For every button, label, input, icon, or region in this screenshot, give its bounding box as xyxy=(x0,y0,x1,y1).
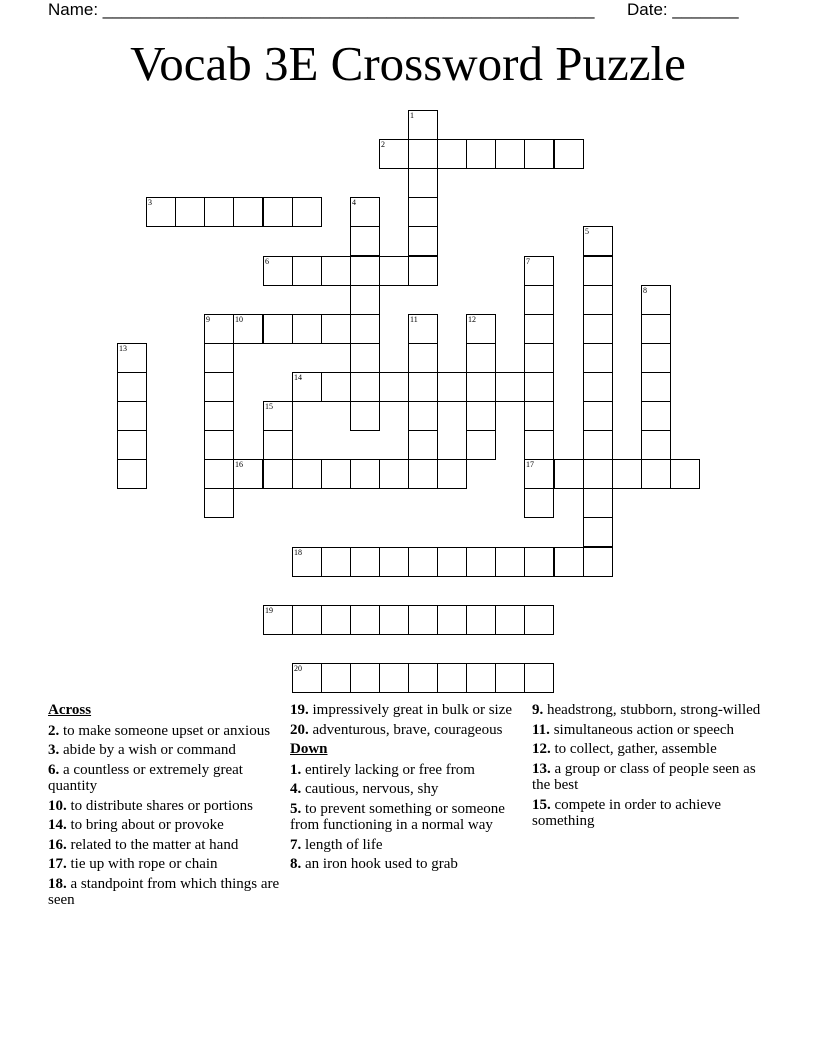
grid-cell[interactable] xyxy=(379,547,409,577)
grid-cell[interactable] xyxy=(583,285,613,315)
grid-cell[interactable] xyxy=(466,372,496,402)
grid-cell[interactable] xyxy=(612,459,642,489)
clues-column-2 xyxy=(290,702,526,876)
grid-cell[interactable] xyxy=(437,459,467,489)
grid-cell[interactable] xyxy=(408,430,438,460)
across-heading: Across xyxy=(48,702,92,718)
clue-number: 11. xyxy=(532,721,550,738)
clue-text: headstrong, stubborn, strong-willed xyxy=(543,702,761,718)
clue-text: entirely lacking or free from xyxy=(301,761,475,778)
grid-cell[interactable] xyxy=(350,605,380,635)
grid-cell[interactable] xyxy=(670,459,700,489)
cell-number: 7 xyxy=(526,257,530,266)
grid-cell[interactable] xyxy=(204,401,234,431)
grid-cell[interactable] xyxy=(583,517,613,547)
grid-cell[interactable] xyxy=(641,285,671,315)
grid-cell[interactable] xyxy=(350,314,380,344)
grid-cell[interactable] xyxy=(524,285,554,315)
grid-cell[interactable] xyxy=(495,547,525,577)
clue-text: simultaneous action or speech xyxy=(549,721,735,738)
grid-cell[interactable] xyxy=(583,314,613,344)
grid-cell[interactable] xyxy=(292,547,322,577)
clue-text: to make someone upset or anxious xyxy=(59,722,271,739)
grid-cell[interactable] xyxy=(641,314,671,344)
clue-item xyxy=(290,762,526,779)
grid-cell[interactable] xyxy=(117,372,147,402)
name-field-label: Name: ____________________________________________________ xyxy=(48,0,595,19)
grid-cell[interactable] xyxy=(263,256,293,286)
clues-column-3 xyxy=(532,702,768,833)
grid-cell[interactable] xyxy=(437,663,467,693)
clue-text: length of life xyxy=(301,836,383,853)
grid-cell[interactable] xyxy=(117,430,147,460)
grid-cell[interactable] xyxy=(641,343,671,373)
clue-text: an iron hook used to grab xyxy=(301,856,458,872)
grid-cell[interactable] xyxy=(263,459,293,489)
grid-cell[interactable] xyxy=(466,401,496,431)
grid-cell[interactable] xyxy=(321,314,351,344)
clue-number: 3. xyxy=(48,742,60,758)
grid-cell[interactable] xyxy=(524,547,554,577)
grid-cell[interactable] xyxy=(146,197,176,227)
grid-cell[interactable] xyxy=(524,139,554,169)
grid-cell[interactable] xyxy=(350,285,380,315)
clue-item xyxy=(290,722,526,739)
clue-item xyxy=(48,798,284,815)
cell-number: 2 xyxy=(381,140,385,149)
grid-cell[interactable] xyxy=(524,459,554,489)
grid-cell[interactable] xyxy=(408,459,438,489)
grid-cell[interactable] xyxy=(524,314,554,344)
grid-cell[interactable] xyxy=(408,314,438,344)
grid-cell[interactable] xyxy=(117,459,147,489)
grid-cell[interactable] xyxy=(204,343,234,373)
grid-cell[interactable] xyxy=(524,430,554,460)
grid-cell[interactable] xyxy=(263,430,293,460)
clue-number: 10. xyxy=(48,797,67,814)
cell-number: 20 xyxy=(294,664,302,673)
grid-cell[interactable] xyxy=(408,372,438,402)
clue-text: to bring about or provoke xyxy=(66,817,224,833)
grid-cell[interactable] xyxy=(204,197,234,227)
grid-cell[interactable] xyxy=(583,459,613,489)
clue-number: 16. xyxy=(48,836,67,853)
grid-cell[interactable] xyxy=(583,401,613,431)
grid-cell[interactable] xyxy=(263,197,293,227)
grid-cell[interactable] xyxy=(292,256,322,286)
clue-number: 12. xyxy=(532,741,551,757)
cell-number: 5 xyxy=(585,227,589,236)
grid-cell[interactable] xyxy=(524,488,554,518)
grid-cell[interactable] xyxy=(466,314,496,344)
clue-number: 17. xyxy=(48,856,67,872)
grid-cell[interactable] xyxy=(466,663,496,693)
grid-cell[interactable] xyxy=(350,459,380,489)
clue-item xyxy=(48,817,284,834)
grid-cell[interactable] xyxy=(379,256,409,286)
grid-cell[interactable] xyxy=(263,605,293,635)
grid-cell[interactable] xyxy=(175,197,205,227)
grid-cell[interactable] xyxy=(408,663,438,693)
clue-text: tie up with rope or chain xyxy=(66,856,218,872)
grid-cell[interactable] xyxy=(524,401,554,431)
grid-cell[interactable] xyxy=(350,197,380,227)
grid-cell[interactable] xyxy=(292,372,322,402)
grid-cell[interactable] xyxy=(350,401,380,431)
clue-text: to prevent something or someone from functioning in a normal way xyxy=(290,800,505,833)
grid-cell[interactable] xyxy=(408,605,438,635)
clue-item xyxy=(290,801,526,834)
grid-cell[interactable] xyxy=(408,168,438,198)
grid-cell[interactable] xyxy=(583,372,613,402)
grid-cell[interactable] xyxy=(292,605,322,635)
grid-cell[interactable] xyxy=(466,547,496,577)
grid-cell[interactable] xyxy=(641,430,671,460)
clue-item xyxy=(48,876,284,909)
page-title: Vocab 3E Crossword Puzzle xyxy=(130,36,686,91)
grid-cell[interactable] xyxy=(350,343,380,373)
grid-cell[interactable] xyxy=(524,605,554,635)
clue-item xyxy=(48,856,284,873)
clue-number: 4. xyxy=(290,781,302,797)
grid-cell[interactable] xyxy=(524,663,554,693)
grid-cell[interactable] xyxy=(350,226,380,256)
grid-cell[interactable] xyxy=(379,605,409,635)
clue-number: 18. xyxy=(48,875,67,892)
grid-cell[interactable] xyxy=(117,343,147,373)
grid-cell[interactable] xyxy=(204,459,234,489)
grid-cell[interactable] xyxy=(233,197,263,227)
clue-number: 9. xyxy=(532,702,544,718)
clue-number: 8. xyxy=(290,856,302,872)
grid-cell[interactable] xyxy=(437,547,467,577)
cell-number: 17 xyxy=(526,460,534,469)
grid-cell[interactable] xyxy=(408,343,438,373)
clue-text: adventurous, brave, courageous xyxy=(308,721,503,738)
grid-cell[interactable] xyxy=(641,372,671,402)
grid-cell[interactable] xyxy=(204,430,234,460)
grid-cell[interactable] xyxy=(437,605,467,635)
grid-cell[interactable] xyxy=(408,226,438,256)
date-field-label: Date: _______ xyxy=(627,0,739,19)
grid-cell[interactable] xyxy=(554,547,584,577)
clue-number: 19. xyxy=(290,702,309,718)
grid-cell[interactable] xyxy=(583,226,613,256)
cell-number: 4 xyxy=(352,198,356,207)
grid-cell[interactable] xyxy=(554,139,584,169)
grid-cell[interactable] xyxy=(379,372,409,402)
clue-number: 1. xyxy=(290,761,302,778)
grid-cell[interactable] xyxy=(524,372,554,402)
grid-cell[interactable] xyxy=(350,663,380,693)
clue-text: related to the matter at hand xyxy=(66,836,239,853)
clue-item xyxy=(48,723,284,740)
clue-text: compete in order to achieve something xyxy=(532,796,722,829)
grid-cell[interactable] xyxy=(408,139,438,169)
grid-cell[interactable] xyxy=(583,256,613,286)
grid-cell[interactable] xyxy=(466,605,496,635)
grid-cell[interactable] xyxy=(437,372,467,402)
grid-cell[interactable] xyxy=(204,372,234,402)
clue-number: 14. xyxy=(48,817,67,833)
clue-item xyxy=(532,741,768,758)
grid-cell[interactable] xyxy=(495,605,525,635)
cell-number: 12 xyxy=(468,315,476,324)
clues-column-1 xyxy=(48,702,284,912)
grid-cell[interactable] xyxy=(495,663,525,693)
grid-cell[interactable] xyxy=(437,139,467,169)
clue-number: 13. xyxy=(532,760,551,777)
clue-text: to distribute shares or portions xyxy=(66,797,253,814)
grid-cell[interactable] xyxy=(583,488,613,518)
clue-number: 7. xyxy=(290,836,302,853)
clue-item xyxy=(290,702,526,719)
cell-number: 15 xyxy=(265,402,273,411)
clue-number: 5. xyxy=(290,800,302,817)
grid-cell[interactable] xyxy=(408,401,438,431)
grid-cell[interactable] xyxy=(466,343,496,373)
clue-item xyxy=(290,856,526,873)
clue-text: a standpoint from which things are seen xyxy=(48,875,280,908)
clue-item xyxy=(290,837,526,854)
cell-number: 11 xyxy=(410,315,418,324)
clue-text: to collect, gather, assemble xyxy=(550,741,717,757)
clue-text: a countless or extremely great quantity xyxy=(48,761,243,794)
clue-text: cautious, nervous, shy xyxy=(301,781,439,797)
grid-cell[interactable] xyxy=(524,343,554,373)
grid-cell[interactable] xyxy=(321,547,351,577)
grid-cell[interactable] xyxy=(204,488,234,518)
grid-cell[interactable] xyxy=(292,459,322,489)
grid-cell[interactable] xyxy=(292,663,322,693)
down-heading: Down xyxy=(290,741,328,757)
clue-item xyxy=(48,742,284,759)
grid-cell[interactable] xyxy=(350,547,380,577)
grid-cell[interactable] xyxy=(263,401,293,431)
grid-cell[interactable] xyxy=(350,372,380,402)
grid-cell[interactable] xyxy=(466,430,496,460)
clue-text: abide by a wish or command xyxy=(59,742,236,758)
grid-cell[interactable] xyxy=(321,663,351,693)
clue-number: 6. xyxy=(48,761,60,778)
clue-number: 2. xyxy=(48,722,60,739)
grid-cell[interactable] xyxy=(408,110,438,140)
cell-number: 8 xyxy=(643,286,647,295)
grid-cell[interactable] xyxy=(379,139,409,169)
clue-number: 15. xyxy=(532,796,551,813)
grid-cell[interactable] xyxy=(583,343,613,373)
grid-cell[interactable] xyxy=(321,256,351,286)
grid-cell[interactable] xyxy=(204,314,234,344)
cell-number: 9 xyxy=(206,315,210,324)
grid-cell[interactable] xyxy=(554,459,584,489)
grid-cell[interactable] xyxy=(524,256,554,286)
grid-cell[interactable] xyxy=(379,663,409,693)
clue-text: a group or class of people seen as the best xyxy=(532,760,756,793)
grid-cell[interactable] xyxy=(292,197,322,227)
grid-cell[interactable] xyxy=(466,139,496,169)
grid-cell[interactable] xyxy=(495,139,525,169)
cell-number: 19 xyxy=(265,606,273,615)
clue-number: 20. xyxy=(290,721,309,738)
grid-cell[interactable] xyxy=(321,459,351,489)
grid-cell[interactable] xyxy=(408,256,438,286)
clue-item xyxy=(290,781,526,798)
clue-text: impressively great in bulk or size xyxy=(308,702,513,718)
grid-cell[interactable] xyxy=(408,547,438,577)
grid-cell[interactable] xyxy=(117,401,147,431)
clue-item xyxy=(532,702,768,719)
cell-number: 16 xyxy=(235,460,243,469)
grid-cell[interactable] xyxy=(321,372,351,402)
clue-item xyxy=(532,797,768,830)
grid-cell[interactable] xyxy=(641,459,671,489)
grid-cell[interactable] xyxy=(408,197,438,227)
clue-item xyxy=(532,722,768,739)
clue-item xyxy=(48,837,284,854)
cell-number: 6 xyxy=(265,257,269,266)
grid-cell[interactable] xyxy=(292,314,322,344)
grid-cell[interactable] xyxy=(233,314,263,344)
grid-cell[interactable] xyxy=(263,314,293,344)
clue-item xyxy=(532,761,768,794)
cell-number: 10 xyxy=(235,315,243,324)
cell-number: 3 xyxy=(148,198,152,207)
grid-cell[interactable] xyxy=(350,256,380,286)
cell-number: 18 xyxy=(294,548,302,557)
cell-number: 1 xyxy=(410,111,414,120)
grid-cell[interactable] xyxy=(583,430,613,460)
grid-cell[interactable] xyxy=(495,372,525,402)
grid-cell[interactable] xyxy=(379,459,409,489)
grid-cell[interactable] xyxy=(233,459,263,489)
clue-item xyxy=(48,762,284,795)
grid-cell[interactable] xyxy=(321,605,351,635)
cell-number: 13 xyxy=(119,344,127,353)
grid-cell[interactable] xyxy=(583,547,613,577)
grid-cell[interactable] xyxy=(641,401,671,431)
cell-number: 14 xyxy=(294,373,302,382)
